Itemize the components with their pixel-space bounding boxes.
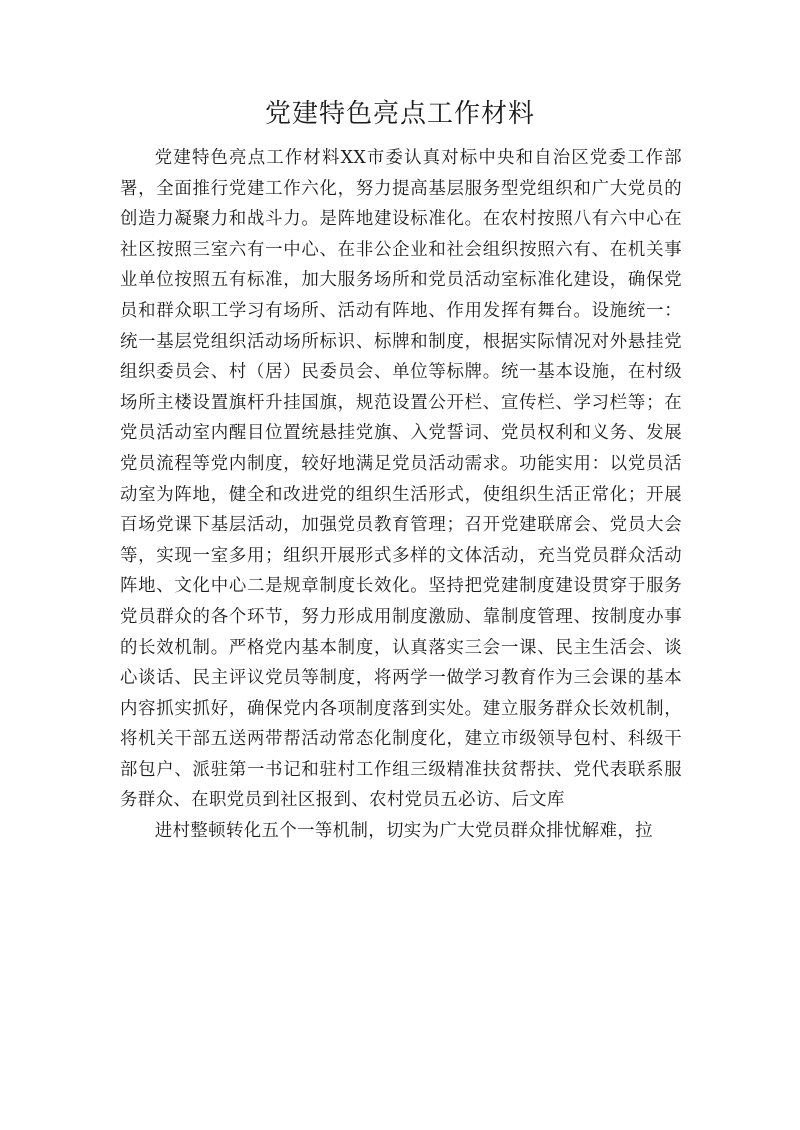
document-title: 党建特色亮点工作材料: [264, 99, 535, 129]
body-paragraph: 进村整顿转化五个一等机制，切实为广大党员群众排忧解难，拉: [154, 821, 653, 842]
document-body: [120, 143, 682, 847]
body-paragraph: 党建特色亮点工作材料XX市委认真对标中央和自治区党委工作部署，全面推行党建工作六化，努力提高基层服务型党组织和广大党员的创造力凝聚力和战斗力。是阵地建设标准化。在农村按照八有六中心在社区按照三室六有一中心、在非公企业和社会组织按照六有、在机关事业单位按照五有标准，加大服务场所和党员活动室标准化建设，确保党员和群众职工学习有场所、活动有阵地、作用发挥有舞台。设施统一：统一基层党组织活动场所标识、标牌和制度，根据实际情况对外悬挂党组织委员会、村（居）民委员会、单位等标牌。统一基本设施，在村级场所主楼设置旗杆升挂国旗，规范设置公开栏、宣传栏、学习栏等；在党员活动室内醒目位置统悬挂党旗、入党誓词、党员权利和义务、发展党员流程等党内制度，较好地满足党员活动需求。功能实用：以党员活动室为阵地，健全和改进党的组织生活形式，使组织生活正常化；开展百场党课下基层活动，加强党员教育管理；召开党建联席会、党员大会等，实现一室多用；组织开展形式多样的文体活动，充当党员群众活动阵地、文化中心二是规章制度长效化。坚持把党建制度建设贯穿于服务党员群众的各个环节，努力形成用制度激励、靠制度管理、按制度办事的长效机制。严格党内基本制度，认真落实三会一课、民主生活会、谈心谈话、民主评议党员等制度，将两学一做学习教育作为三会课的基本内容抓实抓好，确保党内各项制度落到实处。建立服务群众长效机制，将机关干部五送两带帮活动常态化制度化，建立市级领导包村、科级干部包户、派驻第一书记和驻村工作组三级精准扶贫帮扶、党代表联系服务群众、在职党员到社区报到、农村党员五必访、后文库: [120, 148, 682, 811]
